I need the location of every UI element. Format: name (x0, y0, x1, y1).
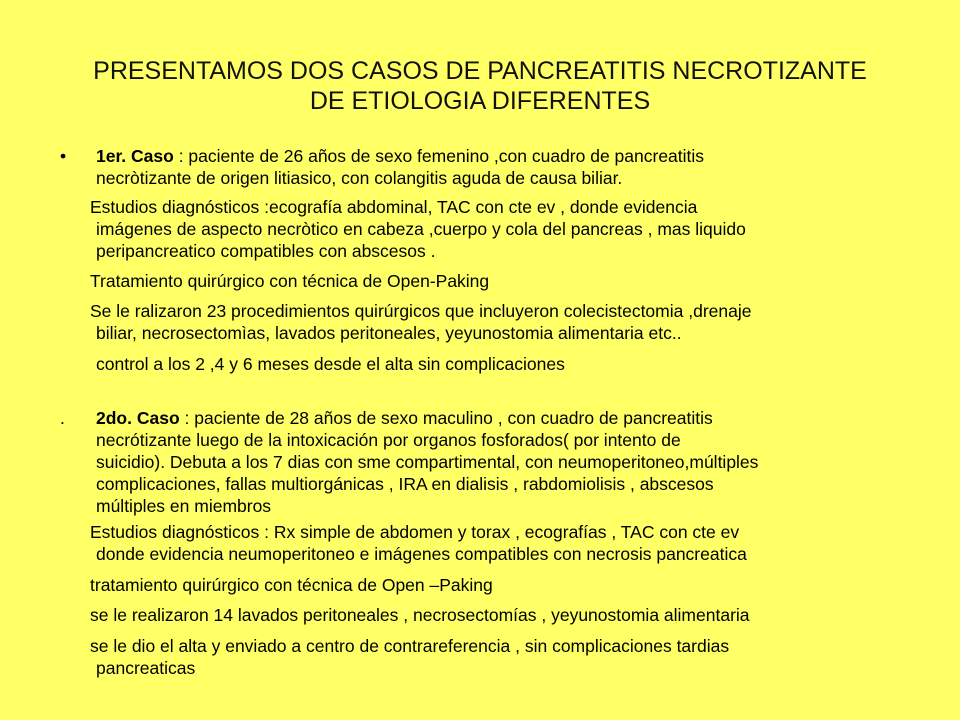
case-1-procedures-line-1: Se le ralizaron 23 procedimientos quirúrgicos que incluyeron colecistectomia ,drenaje (90, 301, 752, 321)
case-1-studies-line-3: peripancreatico compatibles con abscesos . (96, 241, 436, 261)
case-2-intro-text: : paciente de 28 años de sexo maculino , con cuadro de pancreatitis (179, 408, 713, 428)
case-2-studies-line-2: donde evidencia neumoperitoneo e imágenes compatibles con necrosis pancreatica (96, 544, 747, 564)
bullet-dot: . (60, 408, 65, 428)
slide-title (40, 56, 920, 116)
case-2-intro-line-2: necrótizante luego de la intoxicación por organos fosforados( por intento de (96, 430, 681, 450)
case-2-studies-line-1: Estudios diagnósticos : Rx simple de abdomen y torax , ecografías , TAC con cte ev (90, 522, 740, 542)
bullet-icon: • (60, 146, 67, 166)
case-1-studies-line-2: imágenes de aspecto necròtico en cabeza ,cuerpo y cola del pancreas , mas liquido (96, 219, 746, 239)
case-1-studies-line-1: Estudios diagnósticos :ecografía abdominal, TAC con cte ev , donde evidencia (90, 197, 698, 217)
case-2-procedures-line: se le realizaron 14 lavados peritoneales , necrosectomías , yeyunostomia alimentaria (90, 605, 750, 625)
case-1-intro-text: : paciente de 26 años de sexo femenino ,con cuadro de pancreatitis (173, 146, 705, 166)
case-1-procedures-line-2: biliar, necrosectomìas, lavados peritoneales, yeyunostomia alimentaria etc.. (96, 323, 682, 343)
case-2-discharge-line-2: pancreaticas (96, 658, 196, 678)
case-1-intro-line-1 (96, 145, 704, 167)
case-2-treatment-line: tratamiento quirúrgico con técnica de Open –Paking (90, 575, 493, 595)
case-2-intro-line-1 (96, 407, 713, 429)
case-2-intro-line-3: suicidio). Debuta a los 7 dias con sme compartimental, con neumoperitoneo,múltiples (96, 452, 759, 472)
case-1-heading: 1er. Caso (96, 146, 174, 166)
slide-title-line-1: PRESENTAMOS DOS CASOS DE PANCREATITIS NECROTIZANTE (93, 57, 867, 85)
case-2-intro-line-4: complicaciones, fallas multiorgánicas , IRA en dialisis , rabdomiolisis , abscesos (96, 474, 714, 494)
case-1-intro-line-2: necròtizante de origen litiasico, con colangitis aguda de causa biliar. (96, 168, 623, 188)
case-2-heading: 2do. Caso (96, 408, 180, 428)
slide-title-line-2: DE ETIOLOGIA DIFERENTES (309, 87, 651, 115)
case-1-treatment-line: Tratamiento quirúrgico con técnica de Open-Paking (90, 271, 490, 291)
case-2-discharge-line-1: se le dio el alta y enviado a centro de contrareferencia , sin complicaciones tardias (90, 636, 730, 656)
case-2-intro-line-5: múltiples en miembros (96, 496, 272, 516)
case-1-control-line: control a los 2 ,4 y 6 meses desde el alta sin complicaciones (96, 354, 565, 374)
